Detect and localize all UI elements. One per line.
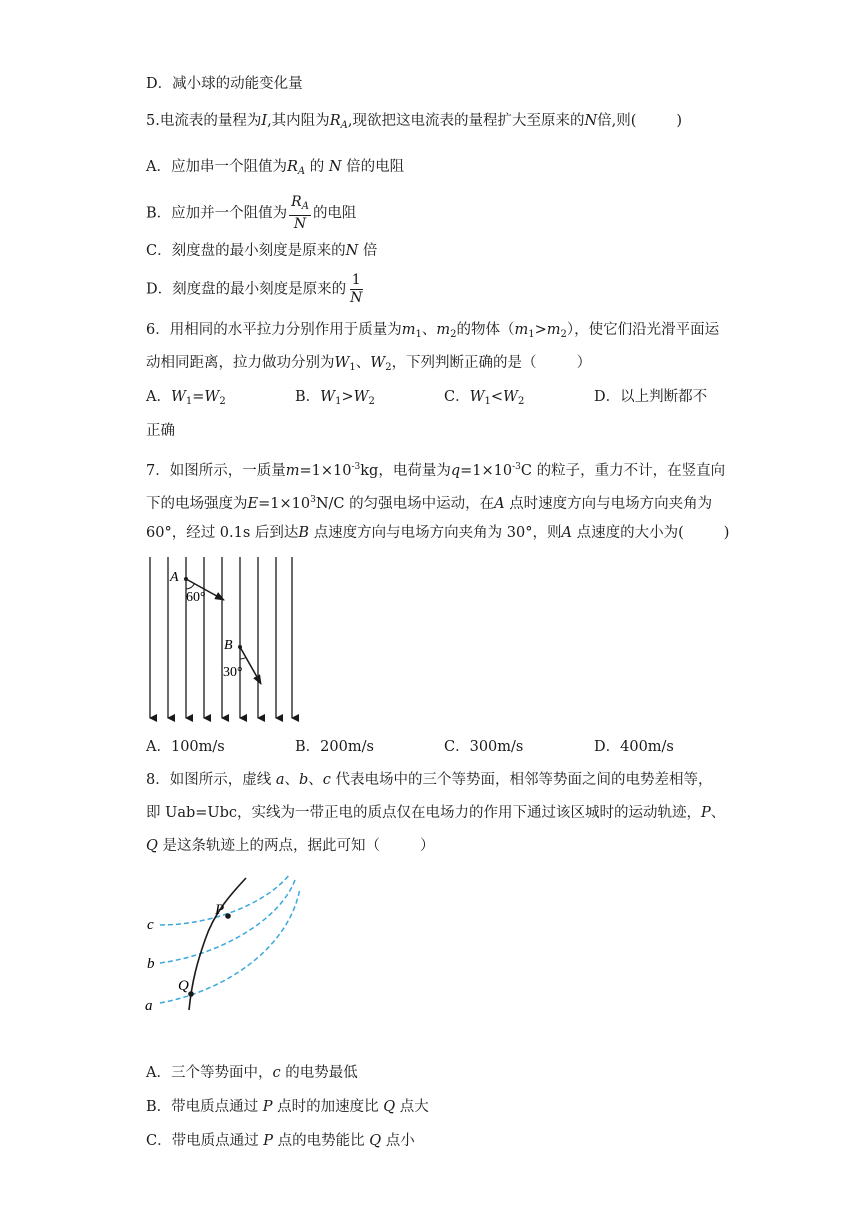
- q8-stem-line3: Q 是这条轨迹上的两点，据此可知（ ）: [146, 838, 435, 854]
- q6-option-d: D．以上判断都不: [594, 389, 708, 405]
- fraction-ra-over-n: $\frac{R_A}{N}$: [291, 194, 309, 232]
- label-30: 30°: [223, 665, 243, 680]
- label-b: B: [224, 638, 233, 653]
- point-p-dot: [225, 913, 231, 919]
- q4-option-d: D．减小球的动能变化量: [146, 76, 303, 92]
- q5-option-c: C．刻度盘的最小刻度是原来的N 倍: [146, 243, 378, 259]
- q7-stem-line3: 60°，经过 0.1s 后到达B 点速度方向与电场方向夹角为 30°，则A 点速度的大小为( ): [146, 525, 730, 541]
- q8-option-c: C．带电质点通过 P 点的电势能比 Q 点小: [146, 1133, 415, 1149]
- q8-option-a: A．三个等势面中，c 的电势最低: [146, 1065, 358, 1081]
- label-b-surface: b: [147, 956, 155, 972]
- fraction-one-over-n: $\frac{1}{N}$: [350, 272, 363, 306]
- trajectory-curve: [189, 878, 246, 1010]
- angle-arc-60: [186, 584, 195, 590]
- q7-option-b: B．200m/s: [295, 739, 374, 755]
- point-q-dot: [188, 991, 194, 997]
- q8-option-b: B．带电质点通过 P 点时的加速度比 Q 点大: [146, 1099, 429, 1115]
- q7-field-figure: [140, 555, 310, 725]
- q5-option-d: D．刻度盘的最小刻度是原来的 $\frac{1}{N}$: [146, 272, 363, 306]
- label-60: 60°: [186, 590, 206, 605]
- q8-equipotential-figure: [140, 870, 310, 1020]
- label-p: P: [215, 902, 225, 918]
- q7-option-d: D．400m/s: [594, 739, 674, 755]
- equipotential-b: [160, 880, 295, 963]
- angle-arc-30: [240, 658, 246, 660]
- q5-stem: 5.电流表的量程为I,其内阻为$R_A$,现欲把这电流表的量程扩大至原来的N倍,则( ): [146, 113, 683, 131]
- q8-stem-line1: 8．如图所示，虚线 a、b、c 代表电场中的三个等势面，相邻等势面之间的电势差相等，: [146, 772, 713, 788]
- q5-option-b: B．应加并一个阻值为 $\frac{R_A}{N}$ 的电阻: [146, 194, 357, 232]
- q7-option-c: C．300m/s: [444, 739, 524, 755]
- q5-option-a: A．应加串一个阻值为$R_A$ 的 N 倍的电阻: [146, 159, 405, 177]
- label-c: c: [147, 917, 154, 933]
- q8-stem-line2: 即 Uab=Ubc，实线为一带正电的质点仅在电场力的作用下通过该区城时的运动轨迹，P、: [146, 805, 726, 821]
- q7-stem-line2: 下的电场强度为$E=1\times 10^3N/C$ 的匀强电场中运动，在A 点时速度方向与电场方向夹角为: [146, 495, 713, 512]
- q7-option-a: A．100m/s: [146, 739, 225, 755]
- label-a: A: [170, 570, 179, 585]
- q6-option-c: C．$W_1<W_2$: [444, 389, 525, 407]
- equipotential-c: [160, 874, 290, 925]
- label-a-surface: a: [145, 998, 153, 1014]
- q6-option-b: B．$W_1>W_2$: [295, 389, 375, 407]
- q6-option-a: A．$W_1=W_2$: [146, 389, 226, 407]
- q7-stem-line1: 7．如图所示，一质量$m=1\times 10^{-3}kg$，电荷量为$q=1\times 10^{-3}C$ 的粒子，重力不计，在竖直向: [146, 462, 726, 479]
- q6-stem-line2: 动相同距离，拉力做功分别为$W_1$、$W_2$，下列判断正确的是（ ）: [146, 355, 592, 373]
- label-q: Q: [178, 978, 189, 994]
- q6-stem-line1: 6．用相同的水平拉力分别作用于质量为$m_1$、$m_2$的物体$(m_1>m_2)$，使它们沿光滑平面运: [146, 322, 720, 340]
- q6-option-d-cont: 正确: [146, 423, 175, 439]
